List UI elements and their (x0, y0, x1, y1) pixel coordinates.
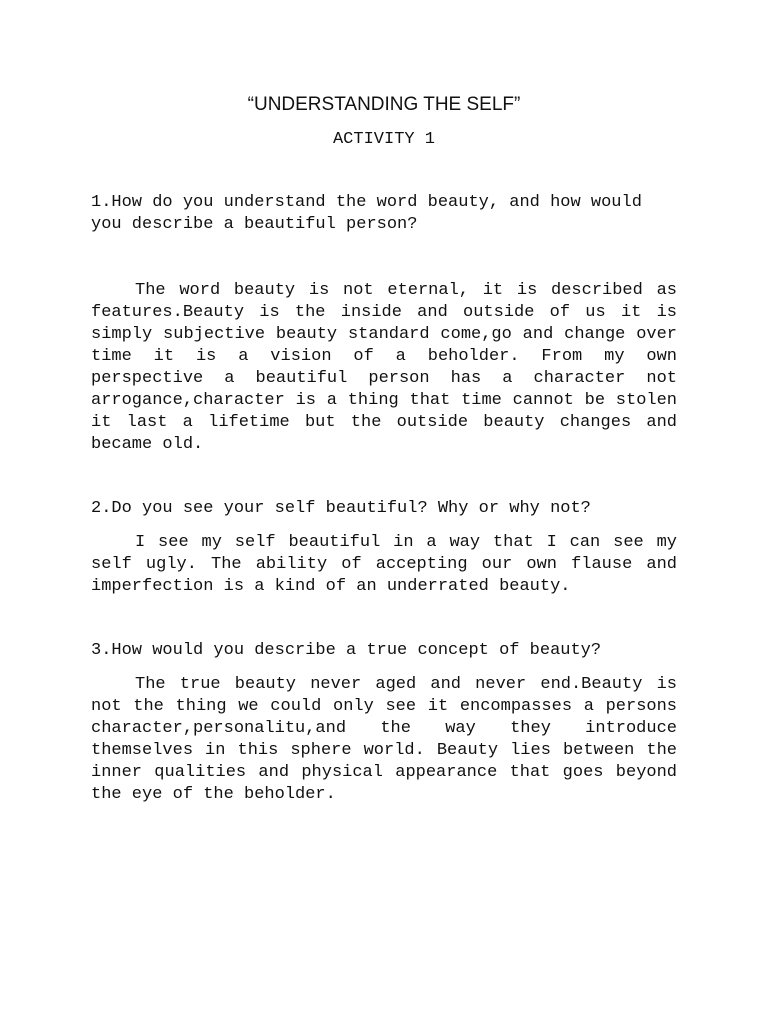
question-1: 1.How do you understand the word beauty, and how would you describe a beautiful person? (91, 193, 642, 234)
question-2: 2.Do you see your self beautiful? Why or why not? (91, 499, 591, 518)
activity-subtitle: ACTIVITY 1 (332, 130, 436, 149)
answer-2: I see my self beautiful in a way that I can see my self ugly. The ability of accepting our own flause and imperfection is a kind of an underrated beauty. (91, 533, 677, 596)
document-title: “UNDERSTANDING THE SELF” (247, 94, 521, 115)
question-3: 3.How would you describe a true concept of beauty? (91, 641, 602, 660)
answer-1: The word beauty is not eternal, it is described as features.Beauty is the inside and outside of us it is simply subjective beauty standard come,go and change over time it is a vision of a beholder. From my own perspective a beautiful person has a character not arrogance,character is a thing that time cannot be stolen it last a lifetime but the outside beauty changes and became old. (91, 281, 677, 454)
answer-3: The true beauty never aged and never end.Beauty is not the thing we could only see it encompasses a persons character,personalitu,and the way they introduce themselves in this sphere world. Beauty lies between the inner qualities and physical appearance that goes beyond the eye of the beholder. (91, 675, 677, 804)
